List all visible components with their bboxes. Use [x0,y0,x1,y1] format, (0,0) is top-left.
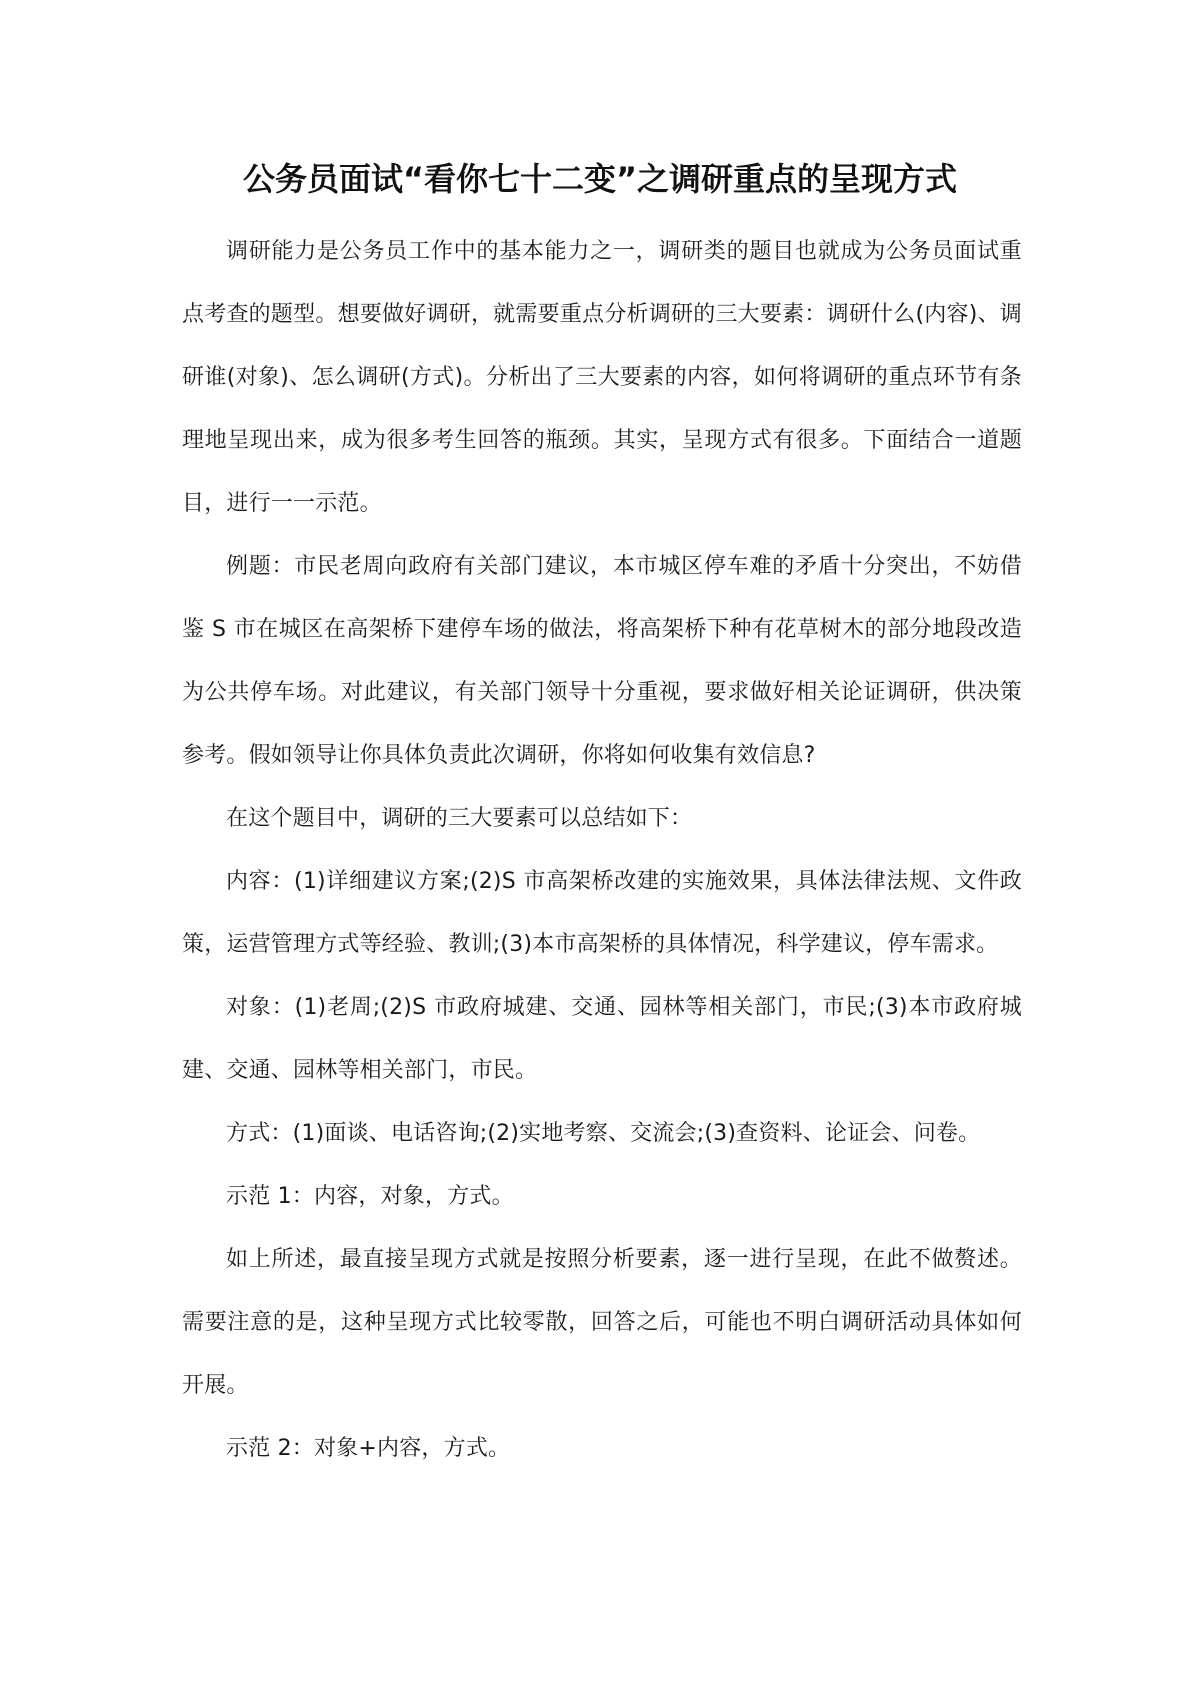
paragraph-intro: 调研能力是公务员工作中的基本能力之一，调研类的题目也就成为公务员面试重点考查的题型。想要做好调研，就需要重点分析调研的三大要素：调研什么(内容)、调研谁(对象)、怎么调研(方式)。分析出了三大要素的内容，如何将调研的重点环节有条理地呈现出来，成为很多考生回答的瓶颈。其实，呈现方式有很多。下面结合一道题目，进行一一示范。 [182,239,1022,516]
document-body [182,220,1022,1480]
paragraph-objects: 对象：(1)老周;(2)S 市政府城建、交通、园林等相关部门，市民;(3)本市政府城建、交通、园林等相关部门，市民。 [182,995,1022,1083]
document-title: 公务员面试“看你七十二变”之调研重点的呈现方式 [242,160,958,198]
paragraph-methods: 方式：(1)面谈、电话咨询;(2)实地考察、交流会;(3)查资料、论证会、问卷。 [226,1121,981,1146]
paragraph-example-question: 例题：市民老周向政府有关部门建议，本市城区停车难的矛盾十分突出，不妨借鉴 S 市在城区在高架桥下建停车场的做法，将高架桥下种有花草树木的部分地段改造为公共停车场。对此建议，有关部门领导十分重视，要求做好相关论证调研，供决策参考。假如领导让你具体负责此次调研，你将如何收集有效信息? [182,554,1022,768]
paragraph-demo-1-body: 如上所述，最直接呈现方式就是按照分析要素，逐一进行呈现，在此不做赘述。需要注意的是，这种呈现方式比较零散，回答之后，可能也不明白调研活动具体如何开展。 [182,1247,1022,1398]
paragraph-demo-1-heading: 示范 1：内容，对象，方式。 [226,1184,514,1209]
paragraph-demo-2-heading: 示范 2：对象+内容，方式。 [226,1436,511,1461]
paragraph-content: 内容：(1)详细建议方案;(2)S 市高架桥改建的实施效果，具体法律法规、文件政策，运营管理方式等经验、教训;(3)本市高架桥的具体情况，科学建议，停车需求。 [182,869,1022,957]
paragraph-three-elements: 在这个题目中，调研的三大要素可以总结如下： [226,806,693,831]
